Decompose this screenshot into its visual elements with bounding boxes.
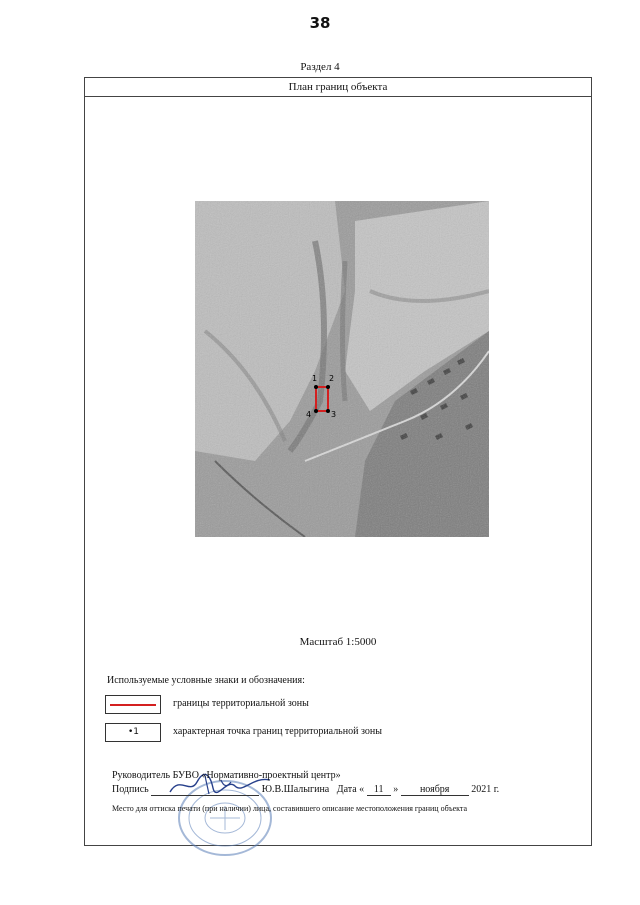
date-month: ноября (401, 784, 469, 796)
signature-line (112, 784, 499, 796)
legend-symbol-boundary (105, 695, 161, 714)
date-year: 2021 г. (471, 784, 500, 795)
red-boundary-line (110, 704, 156, 706)
document-frame (84, 77, 592, 846)
point-symbol: •1 (128, 727, 140, 737)
point-label-2: 2 (329, 374, 335, 383)
point-label-3: 3 (331, 410, 337, 419)
date-day: 11 (367, 784, 391, 796)
head-of-organization: Руководитель БУВО «Нормативно-проектный центр» (112, 770, 341, 781)
legend-title: Используемые условные знаки и обозначения: (107, 675, 305, 686)
point-label-1: 1 (312, 374, 318, 383)
signer-name: Ю.В.Шалыгина (261, 784, 330, 795)
legend-text-boundary: границы территориальной зоны (173, 698, 309, 709)
sign-label: Подпись (112, 784, 149, 795)
boundary-point-1 (314, 385, 318, 389)
map-scale: Масштаб 1:5000 (299, 636, 377, 648)
frame-title: План границ объекта (85, 78, 591, 97)
boundary-point-3 (326, 409, 330, 413)
date-quote-close: » (393, 784, 399, 795)
signature-blank (151, 784, 259, 796)
boundary-point-4 (314, 409, 318, 413)
point-label-4: 4 (306, 410, 312, 419)
aerial-photo-map (195, 201, 489, 537)
legend-text-point: характерная точка границ территориальной зоны (173, 726, 382, 737)
section-label: Раздел 4 (300, 61, 340, 73)
page-number: 38 (309, 14, 331, 32)
photo-grain (195, 201, 489, 537)
stamp-place-note: Место для оттиска печати (при наличии) лица, составившего описание местоположения границ объекта (112, 804, 468, 813)
legend-symbol-point (105, 723, 161, 742)
boundary-point-2 (326, 385, 330, 389)
date-label: Дата « (336, 784, 365, 795)
